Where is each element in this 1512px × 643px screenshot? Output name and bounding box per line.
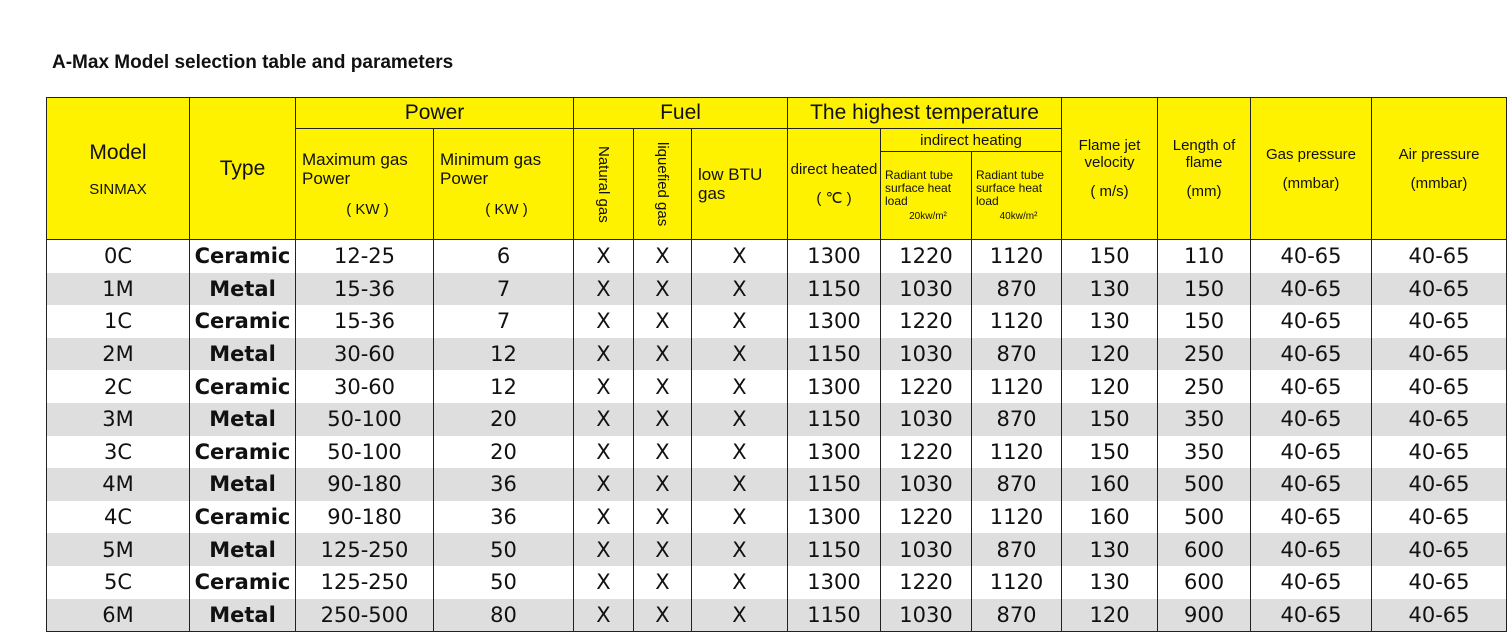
cell-length-flame: 500: [1158, 501, 1251, 534]
header-liquefied-gas-label: liquefied gas: [654, 141, 671, 227]
cell-air-pressure: 40-65: [1372, 566, 1507, 599]
cell-liquefied-gas: X: [634, 305, 692, 338]
header-min-gas-power: [434, 129, 574, 240]
cell-radiant-20: 1220: [881, 240, 972, 273]
cell-natural-gas: X: [574, 501, 634, 534]
cell-radiant-40: 870: [972, 338, 1062, 371]
header-length-flame-label: Length of flame: [1172, 137, 1236, 171]
cell-max-gas-power: 15-36: [296, 273, 434, 306]
cell-natural-gas: X: [574, 403, 634, 436]
cell-direct-heated: 1150: [788, 338, 881, 371]
cell-type: Ceramic: [190, 436, 296, 469]
cell-radiant-40: 870: [972, 468, 1062, 501]
cell-radiant-40: 1120: [972, 305, 1062, 338]
cell-gas-pressure: 40-65: [1251, 599, 1372, 632]
cell-max-gas-power: 90-180: [296, 501, 434, 534]
cell-natural-gas: X: [574, 370, 634, 403]
cell-flame-jet: 130: [1062, 533, 1158, 566]
cell-direct-heated: 1150: [788, 599, 881, 632]
table-row: [47, 403, 1507, 436]
cell-air-pressure: 40-65: [1372, 273, 1507, 306]
cell-air-pressure: 40-65: [1372, 599, 1507, 632]
cell-air-pressure: 40-65: [1372, 370, 1507, 403]
header-flame-jet-label: Flame jet velocity: [1078, 137, 1141, 171]
cell-air-pressure: 40-65: [1372, 533, 1507, 566]
cell-air-pressure: 40-65: [1372, 338, 1507, 371]
cell-gas-pressure: 40-65: [1251, 305, 1372, 338]
cell-low-btu: X: [692, 468, 788, 501]
header-model: [47, 98, 190, 240]
cell-natural-gas: X: [574, 468, 634, 501]
cell-direct-heated: 1300: [788, 501, 881, 534]
cell-type: Metal: [190, 338, 296, 371]
cell-model: 2C: [47, 370, 190, 403]
cell-model: 3M: [47, 403, 190, 436]
cell-model: 1M: [47, 273, 190, 306]
cell-natural-gas: X: [574, 305, 634, 338]
cell-low-btu: X: [692, 370, 788, 403]
cell-model: 2M: [47, 338, 190, 371]
cell-gas-pressure: 40-65: [1251, 436, 1372, 469]
header-highest-temperature: The highest temperature: [788, 98, 1062, 129]
cell-gas-pressure: 40-65: [1251, 240, 1372, 273]
cell-air-pressure: 40-65: [1372, 436, 1507, 469]
cell-gas-pressure: 40-65: [1251, 273, 1372, 306]
header-length-unit: (mm): [1186, 183, 1222, 200]
cell-radiant-20: 1220: [881, 305, 972, 338]
cell-type: Ceramic: [190, 501, 296, 534]
table-row: [47, 436, 1507, 469]
cell-type: Ceramic: [190, 566, 296, 599]
cell-max-gas-power: 15-36: [296, 305, 434, 338]
cell-min-gas-power: 7: [434, 273, 574, 306]
table-body: [47, 240, 1507, 632]
cell-air-pressure: 40-65: [1372, 501, 1507, 534]
cell-radiant-20: 1030: [881, 468, 972, 501]
header-model-label: Model: [89, 141, 147, 164]
cell-min-gas-power: 36: [434, 501, 574, 534]
cell-length-flame: 600: [1158, 533, 1251, 566]
cell-max-gas-power: 125-250: [296, 533, 434, 566]
cell-gas-pressure: 40-65: [1251, 566, 1372, 599]
cell-min-gas-power: 20: [434, 436, 574, 469]
cell-min-gas-power: 12: [434, 370, 574, 403]
cell-radiant-20: 1030: [881, 403, 972, 436]
cell-low-btu: X: [692, 240, 788, 273]
header-max-gas-power-label: Maximum gas Power: [302, 149, 408, 188]
cell-max-gas-power: 50-100: [296, 436, 434, 469]
cell-direct-heated: 1300: [788, 370, 881, 403]
header-direct-heated-label: direct heated: [790, 161, 878, 178]
cell-direct-heated: 1300: [788, 436, 881, 469]
cell-length-flame: 110: [1158, 240, 1251, 273]
cell-natural-gas: X: [574, 240, 634, 273]
header-flame-jet: [1062, 98, 1158, 240]
header-gas-pressure: [1251, 98, 1372, 240]
cell-max-gas-power: 12-25: [296, 240, 434, 273]
cell-direct-heated: 1300: [788, 240, 881, 273]
cell-natural-gas: X: [574, 273, 634, 306]
header-low-btu: low BTU gas: [692, 129, 788, 240]
cell-min-gas-power: 6: [434, 240, 574, 273]
cell-gas-pressure: 40-65: [1251, 338, 1372, 371]
cell-min-gas-power: 80: [434, 599, 574, 632]
cell-natural-gas: X: [574, 533, 634, 566]
header-air-unit: (mmbar): [1410, 174, 1468, 192]
cell-liquefied-gas: X: [634, 338, 692, 371]
cell-model: 1C: [47, 305, 190, 338]
header-radiant-20-unit: 20kw/m²: [909, 210, 947, 222]
header-max-gas-power: [296, 129, 434, 240]
cell-air-pressure: 40-65: [1372, 305, 1507, 338]
cell-radiant-20: 1220: [881, 501, 972, 534]
header-power: Power: [296, 98, 574, 129]
cell-model: 5C: [47, 566, 190, 599]
cell-direct-heated: 1150: [788, 273, 881, 306]
header-radiant-40-unit: 40kw/m²: [999, 210, 1038, 222]
table-row: [47, 240, 1507, 273]
header-radiant-20: [881, 152, 972, 240]
cell-liquefied-gas: X: [634, 599, 692, 632]
cell-radiant-20: 1220: [881, 370, 972, 403]
cell-air-pressure: 40-65: [1372, 240, 1507, 273]
cell-type: Ceramic: [190, 305, 296, 338]
cell-gas-pressure: 40-65: [1251, 468, 1372, 501]
cell-max-gas-power: 90-180: [296, 468, 434, 501]
cell-min-gas-power: 50: [434, 566, 574, 599]
cell-liquefied-gas: X: [634, 436, 692, 469]
table-row: [47, 370, 1507, 403]
table-row: [47, 501, 1507, 534]
cell-flame-jet: 150: [1062, 436, 1158, 469]
cell-type: Ceramic: [190, 240, 296, 273]
cell-type: Metal: [190, 599, 296, 632]
model-selection-table: [46, 97, 1507, 632]
table-row: [47, 468, 1507, 501]
header-gas-unit: (mmbar): [1282, 174, 1340, 192]
cell-radiant-20: 1030: [881, 273, 972, 306]
cell-length-flame: 350: [1158, 403, 1251, 436]
cell-direct-heated: 1300: [788, 305, 881, 338]
cell-natural-gas: X: [574, 436, 634, 469]
table-row: [47, 533, 1507, 566]
header-liquefied-gas: [634, 129, 692, 240]
cell-max-gas-power: 125-250: [296, 566, 434, 599]
cell-liquefied-gas: X: [634, 403, 692, 436]
cell-low-btu: X: [692, 305, 788, 338]
cell-flame-jet: 130: [1062, 273, 1158, 306]
cell-liquefied-gas: X: [634, 501, 692, 534]
cell-length-flame: 350: [1158, 436, 1251, 469]
cell-radiant-20: 1220: [881, 566, 972, 599]
cell-flame-jet: 120: [1062, 370, 1158, 403]
header-fuel: Fuel: [574, 98, 788, 129]
cell-model: 4M: [47, 468, 190, 501]
cell-air-pressure: 40-65: [1372, 468, 1507, 501]
cell-low-btu: X: [692, 403, 788, 436]
cell-max-gas-power: 30-60: [296, 370, 434, 403]
cell-radiant-40: 1120: [972, 501, 1062, 534]
cell-type: Metal: [190, 273, 296, 306]
cell-gas-pressure: 40-65: [1251, 533, 1372, 566]
cell-direct-heated: 1150: [788, 403, 881, 436]
cell-low-btu: X: [692, 566, 788, 599]
cell-liquefied-gas: X: [634, 533, 692, 566]
header-air-pressure: [1372, 98, 1507, 240]
cell-radiant-40: 1120: [972, 436, 1062, 469]
cell-flame-jet: 120: [1062, 338, 1158, 371]
header-flame-jet-unit: ( m/s): [1090, 183, 1129, 200]
cell-radiant-40: 1120: [972, 370, 1062, 403]
table-row: [47, 599, 1507, 632]
cell-flame-jet: 130: [1062, 566, 1158, 599]
header-direct-heated: [788, 129, 881, 240]
cell-radiant-40: 870: [972, 599, 1062, 632]
cell-liquefied-gas: X: [634, 273, 692, 306]
cell-type: Metal: [190, 533, 296, 566]
cell-radiant-40: 1120: [972, 566, 1062, 599]
cell-direct-heated: 1300: [788, 566, 881, 599]
cell-radiant-20: 1030: [881, 599, 972, 632]
header-radiant-40-label: Radiant tube surface heat load: [976, 167, 1045, 208]
header-type: Type: [190, 98, 296, 240]
cell-gas-pressure: 40-65: [1251, 501, 1372, 534]
cell-model: 6M: [47, 599, 190, 632]
cell-liquefied-gas: X: [634, 370, 692, 403]
cell-max-gas-power: 50-100: [296, 403, 434, 436]
cell-direct-heated: 1150: [788, 533, 881, 566]
cell-radiant-40: 870: [972, 533, 1062, 566]
cell-flame-jet: 150: [1062, 403, 1158, 436]
header-radiant-20-label: Radiant tube surface heat load: [885, 167, 954, 208]
cell-type: Metal: [190, 468, 296, 501]
cell-model: 4C: [47, 501, 190, 534]
cell-radiant-20: 1030: [881, 533, 972, 566]
cell-gas-pressure: 40-65: [1251, 370, 1372, 403]
cell-flame-jet: 120: [1062, 599, 1158, 632]
cell-length-flame: 250: [1158, 370, 1251, 403]
page-title: A-Max Model selection table and parameters: [52, 52, 454, 73]
cell-min-gas-power: 12: [434, 338, 574, 371]
header-gas-pressure-label: Gas pressure: [1265, 145, 1357, 163]
cell-natural-gas: X: [574, 599, 634, 632]
cell-model: 0C: [47, 240, 190, 273]
cell-low-btu: X: [692, 501, 788, 534]
header-indirect-heating: indirect heating: [881, 129, 1062, 152]
cell-type: Metal: [190, 403, 296, 436]
cell-flame-jet: 160: [1062, 468, 1158, 501]
cell-low-btu: X: [692, 338, 788, 371]
cell-radiant-40: 1120: [972, 240, 1062, 273]
cell-air-pressure: 40-65: [1372, 403, 1507, 436]
header-min-gas-power-label: Minimum gas Power: [440, 149, 542, 188]
cell-flame-jet: 150: [1062, 240, 1158, 273]
header-model-sub: SINMAX: [89, 181, 147, 198]
cell-low-btu: X: [692, 273, 788, 306]
cell-flame-jet: 160: [1062, 501, 1158, 534]
cell-natural-gas: X: [574, 338, 634, 371]
header-radiant-40: [972, 152, 1062, 240]
header-direct-unit: ( ℃ ): [816, 190, 852, 207]
cell-radiant-40: 870: [972, 273, 1062, 306]
cell-natural-gas: X: [574, 566, 634, 599]
cell-radiant-20: 1030: [881, 338, 972, 371]
table-row: [47, 566, 1507, 599]
table-row: [47, 338, 1507, 371]
cell-direct-heated: 1150: [788, 468, 881, 501]
cell-liquefied-gas: X: [634, 468, 692, 501]
cell-radiant-20: 1220: [881, 436, 972, 469]
table-row: [47, 273, 1507, 306]
cell-length-flame: 900: [1158, 599, 1251, 632]
header-max-gas-unit: ( KW ): [346, 200, 389, 218]
cell-model: 5M: [47, 533, 190, 566]
cell-model: 3C: [47, 436, 190, 469]
table-row: [47, 305, 1507, 338]
cell-length-flame: 250: [1158, 338, 1251, 371]
header-min-gas-unit: ( KW ): [485, 200, 528, 218]
cell-min-gas-power: 7: [434, 305, 574, 338]
cell-radiant-40: 870: [972, 403, 1062, 436]
cell-low-btu: X: [692, 599, 788, 632]
cell-min-gas-power: 50: [434, 533, 574, 566]
header-length-flame: [1158, 98, 1251, 240]
cell-length-flame: 150: [1158, 273, 1251, 306]
cell-gas-pressure: 40-65: [1251, 403, 1372, 436]
cell-liquefied-gas: X: [634, 240, 692, 273]
cell-liquefied-gas: X: [634, 566, 692, 599]
cell-max-gas-power: 250-500: [296, 599, 434, 632]
cell-low-btu: X: [692, 436, 788, 469]
cell-min-gas-power: 20: [434, 403, 574, 436]
cell-type: Ceramic: [190, 370, 296, 403]
header-natural-gas: [574, 129, 634, 240]
cell-max-gas-power: 30-60: [296, 338, 434, 371]
header-air-pressure-label: Air pressure: [1398, 145, 1480, 163]
cell-flame-jet: 130: [1062, 305, 1158, 338]
cell-length-flame: 500: [1158, 468, 1251, 501]
cell-length-flame: 600: [1158, 566, 1251, 599]
table-header: [47, 98, 1507, 240]
cell-min-gas-power: 36: [434, 468, 574, 501]
cell-length-flame: 150: [1158, 305, 1251, 338]
header-natural-gas-label: Natural gas: [595, 145, 612, 223]
cell-low-btu: X: [692, 533, 788, 566]
